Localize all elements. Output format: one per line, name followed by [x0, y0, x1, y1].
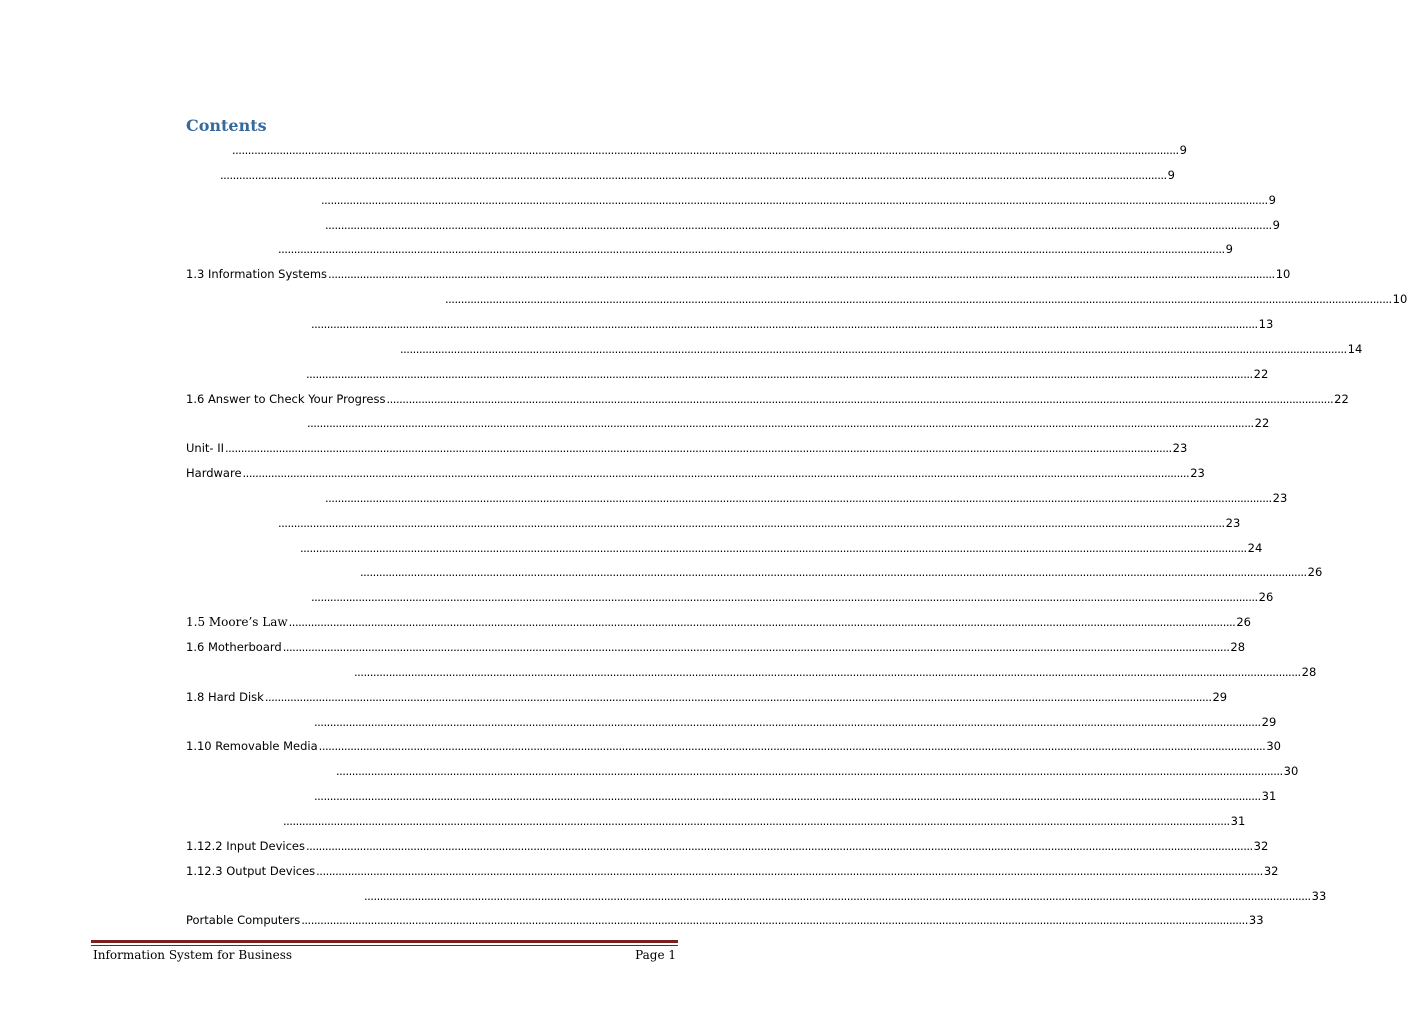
toc-dot-leader: ............................................................................................................................................................................................................................................................................................................	[354, 664, 1301, 679]
toc-entry[interactable]	[299, 535, 1263, 555]
toc-entry[interactable]	[320, 187, 1276, 207]
toc-entry-page: 32	[1253, 838, 1269, 853]
toc-dot-leader: ............................................................................................................................................................................................................................................................................................................	[318, 739, 1266, 754]
toc-dot-leader: ............................................................................................................................................................................................................................................................................................................	[220, 167, 1167, 182]
toc-dot-leader: ............................................................................................................................................................................................................................................................................................................	[321, 192, 1268, 207]
footer-rule-thin	[91, 945, 678, 946]
toc-entry[interactable]	[186, 634, 1246, 654]
toc-dot-leader: ............................................................................................................................................................................................................................................................................................................	[445, 292, 1392, 307]
toc-entry-page: 22	[1253, 366, 1269, 381]
toc-entry-page: 30	[1283, 764, 1299, 779]
toc-entry-page: 24	[1247, 540, 1263, 555]
toc-entry-page: 22	[1334, 391, 1349, 406]
toc-entry[interactable]	[186, 261, 1291, 282]
toc-entry[interactable]	[305, 361, 1269, 381]
toc-entry-page: 10	[1275, 267, 1291, 282]
toc-entry[interactable]	[282, 808, 1246, 828]
toc-dot-leader: ............................................................................................................................................................................................................................................................................................................	[278, 242, 1225, 257]
toc-dot-leader: ............................................................................................................................................................................................................................................................................................................	[232, 143, 1179, 157]
toc-dot-leader: ............................................................................................................................................................................................................................................................................................................	[336, 764, 1283, 779]
toc-entry[interactable]	[186, 858, 1279, 878]
toc-dot-leader: ............................................................................................................................................................................................................................................................................................................	[225, 441, 1172, 456]
toc-dot-leader: ............................................................................................................................................................................................................................................................................................................	[288, 615, 1236, 630]
toc-entry[interactable]	[186, 733, 1281, 754]
toc-entry[interactable]	[186, 460, 1205, 481]
toc-entry[interactable]	[186, 386, 1349, 406]
toc-entry-label: 1.6 Answer to Check Your Progress	[186, 391, 386, 406]
toc-dot-leader: ............................................................................................................................................................................................................................................................................................................	[325, 217, 1272, 232]
toc-entry[interactable]	[277, 510, 1241, 530]
toc-entry[interactable]	[231, 137, 1187, 157]
toc-title: Contents	[186, 116, 267, 135]
toc-entry-page: 14	[1347, 341, 1363, 356]
toc-dot-leader: ............................................................................................................................................................................................................................................................................................................	[306, 838, 1253, 853]
toc-entry[interactable]	[306, 410, 1270, 431]
toc-entry-page: 23	[1190, 466, 1205, 481]
toc-dot-leader: ............................................................................................................................................................................................................................................................................................................	[306, 366, 1253, 381]
toc-entry[interactable]	[186, 684, 1228, 704]
toc-dot-leader: ............................................................................................................................................................................................................................................................................................................	[314, 789, 1261, 804]
toc-entry-page: 26	[1236, 615, 1251, 630]
toc-entry-page: 29	[1261, 714, 1277, 729]
toc-entry-label: Hardware	[186, 466, 242, 481]
toc-entry-page: 32	[1263, 863, 1279, 878]
toc-entry-label: 1.8 Hard Disk	[186, 689, 264, 704]
toc-dot-leader: ............................................................................................................................................................................................................................................................................................................	[311, 316, 1258, 331]
toc-entry-page: 23	[1225, 515, 1241, 530]
toc-entry-page: 10	[1392, 292, 1407, 307]
toc-entry-label: Unit- II	[186, 441, 224, 456]
toc-entry-label: 1.6 Motherboard	[186, 640, 282, 654]
toc-entry-label: 1.10 Removable Media	[186, 739, 318, 754]
toc-entry[interactable]	[363, 883, 1327, 903]
toc-dot-leader: ............................................................................................................................................................................................................................................................................................................	[307, 416, 1254, 431]
toc-entry-page: 22	[1254, 416, 1270, 431]
toc-entry[interactable]	[219, 162, 1175, 182]
toc-entry-page: 26	[1258, 590, 1274, 605]
toc-entry[interactable]	[186, 435, 1188, 456]
toc-dot-leader: ............................................................................................................................................................................................................................................................................................................	[311, 590, 1258, 605]
toc-entry[interactable]	[444, 286, 1407, 307]
toc-entry-label: 1.12.3 Output Devices	[186, 863, 316, 878]
toc-dot-leader: ............................................................................................................................................................................................................................................................................................................	[328, 267, 1275, 282]
toc-entry-page: 9	[1272, 217, 1280, 232]
toc-dot-leader: ............................................................................................................................................................................................................................................................................................................	[364, 888, 1311, 903]
toc-entry[interactable]	[353, 659, 1317, 679]
toc-entry[interactable]	[359, 559, 1323, 580]
toc-dot-leader: ............................................................................................................................................................................................................................................................................................................	[386, 391, 1334, 406]
toc-entry-page: 9	[1225, 242, 1233, 257]
toc-entry-page: 9	[1268, 192, 1276, 207]
toc-entry[interactable]	[186, 609, 1251, 630]
toc-entry-label: 1.3 Information Systems	[186, 267, 328, 282]
toc-entry-page: 31	[1230, 813, 1246, 828]
toc-entry-page: 9	[1179, 143, 1187, 157]
toc-entry-page: 26	[1307, 565, 1323, 580]
footer-rule	[91, 940, 678, 943]
footer-title: Information System for Business	[93, 948, 293, 962]
toc-entry[interactable]	[186, 833, 1269, 853]
toc-entry-page: 9	[1167, 167, 1175, 182]
toc-dot-leader: ............................................................................................................................................................................................................................................................................................................	[283, 813, 1230, 828]
toc-entry-label: Portable Computers	[186, 913, 301, 928]
toc-entry[interactable]	[335, 758, 1299, 779]
footer-page-number: Page 1	[635, 948, 676, 962]
toc-entry[interactable]	[186, 907, 1264, 928]
toc-dot-leader: ............................................................................................................................................................................................................................................................................................................	[360, 565, 1307, 580]
toc-entry-page: 23	[1272, 490, 1288, 505]
toc-entry[interactable]	[313, 709, 1277, 729]
toc-entry[interactable]	[277, 236, 1233, 257]
toc-entry-page: 31	[1261, 789, 1277, 804]
toc-entry-page: 29	[1212, 689, 1228, 704]
toc-dot-leader: ............................................................................................................................................................................................................................................................................................................	[278, 515, 1225, 530]
toc-dot-leader: ............................................................................................................................................................................................................................................................................................................	[400, 341, 1347, 356]
toc-dot-leader: ............................................................................................................................................................................................................................................................................................................	[282, 640, 1230, 654]
toc-dot-leader: ............................................................................................................................................................................................................................................................................................................	[301, 913, 1248, 928]
toc-dot-leader: ............................................................................................................................................................................................................................................................................................................	[300, 540, 1247, 555]
toc-entry[interactable]	[324, 212, 1280, 232]
toc-entry[interactable]	[310, 311, 1274, 331]
toc-entry-page: 13	[1258, 316, 1274, 331]
toc-dot-leader: ............................................................................................................................................................................................................................................................................................................	[325, 490, 1272, 505]
toc-entry-label: 1.12.2 Input Devices	[186, 838, 305, 853]
toc-entry[interactable]	[310, 584, 1274, 605]
toc-entry-page: 28	[1230, 640, 1246, 654]
toc-entry-page: 28	[1301, 664, 1317, 679]
toc-entry-page: 33	[1248, 913, 1264, 928]
toc-entry-page: 33	[1311, 888, 1327, 903]
toc-entry-page: 23	[1172, 441, 1188, 456]
toc-dot-leader: ............................................................................................................................................................................................................................................................................................................	[264, 689, 1212, 704]
toc-entry[interactable]	[324, 485, 1288, 505]
toc-entry-label: 1.5 Moore’s Law	[186, 615, 288, 630]
toc-entry[interactable]	[399, 336, 1363, 356]
toc-dot-leader: ............................................................................................................................................................................................................................................................................................................	[242, 466, 1190, 481]
toc-dot-leader: ............................................................................................................................................................................................................................................................................................................	[314, 714, 1261, 729]
toc-entry[interactable]	[313, 783, 1277, 804]
toc-entry-page: 30	[1266, 739, 1281, 754]
toc-dot-leader: ............................................................................................................................................................................................................................................................................................................	[316, 863, 1263, 878]
